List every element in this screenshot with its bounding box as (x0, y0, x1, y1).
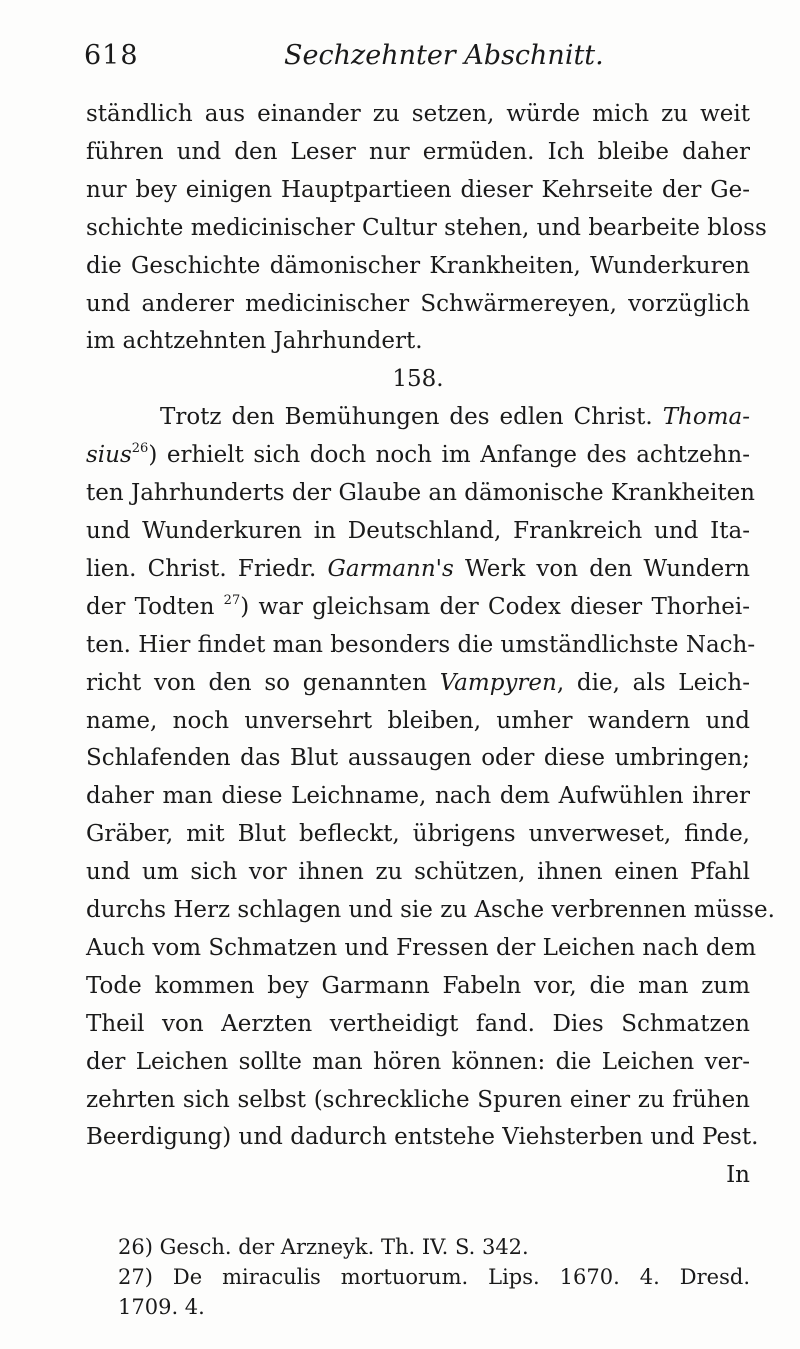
text-line: Auch vom Schmatzen und Fressen der Leichen nach dem (86, 934, 757, 961)
text-segment: , die, als Leich- (556, 669, 751, 696)
text-line: durchs Herz schlagen und sie zu Asche verbrennen müsse. (86, 897, 775, 924)
text-line: ten Jahrhunderts der Glaube an dämonische Krankheiten (86, 480, 755, 507)
text-line: ten. Hier findet man besonders die umständlichste Nach- (86, 631, 756, 658)
text-line: und Wunderkuren in Deutschland, Frankreich und Ita- (86, 517, 750, 544)
text-line: führen und den Leser nur ermüden. Ich bleibe daher (86, 138, 750, 165)
text-line: Theil von Aerzten vertheidigt fand. Dies Schmatzen (86, 1010, 750, 1037)
text-segment: Trotz den Bemühungen des edlen Christ. (160, 404, 663, 431)
text-line: ständlich aus einander zu setzen, würde mich zu weit (86, 101, 750, 127)
text-line: zehrten sich selbst (schreckliche Spuren einer zu frühen (86, 1086, 750, 1113)
text-line: daher man diese Leichname, nach dem Aufwühlen ihrer (86, 783, 750, 810)
text-line: im achtzehnten Jahrhundert. (86, 328, 423, 355)
text-line: nur bey einigen Hauptpartieen dieser Kehrseite der Ge- (86, 176, 750, 203)
footnote: 26) Gesch. der Arzneyk. Th. IV. S. 342. (118, 1235, 529, 1259)
text-segment: ) war gleichsam der Codex dieser Thorhei- (240, 593, 750, 620)
text-segment: der Todten (86, 593, 224, 620)
text-line (86, 665, 750, 703)
footnote-ref: 27 (223, 592, 241, 608)
text-line: der Leichen sollte man hören können: die Leichen ver- (86, 1048, 750, 1075)
text-segment: ) erhielt sich doch noch im Anfange des achtzehn- (148, 442, 750, 469)
text-line: name, noch unversehrt bleiben, umher wandern und (86, 707, 750, 734)
text-line: schichte medicinischer Cultur stehen, und bearbeite bloss (86, 214, 767, 241)
text-line (86, 437, 750, 475)
footnote-ref: 26 (131, 441, 149, 457)
author-name-italic: Garmann's (327, 555, 454, 582)
footnotes (118, 1232, 750, 1322)
text-line: Beerdigung) und dadurch entstehe Viehsterben und Pest. (86, 1124, 759, 1151)
page-number: 618 (84, 40, 139, 71)
text-segment: lien. Christ. Friedr. (86, 555, 328, 582)
text-line: Gräber, mit Blut befleckt, übrigens unverweset, finde, (86, 821, 750, 848)
page-header (84, 40, 744, 80)
section-number: 158. (392, 366, 444, 393)
text-line: die Geschichte dämonischer Krankheiten, Wunderkuren (86, 252, 750, 279)
text-line: und um sich vor ihnen zu schützen, ihnen einen Pfahl (86, 859, 750, 886)
text-segment: Werk von den Wundern (453, 555, 750, 582)
term-italic: Vampyren (439, 669, 557, 696)
text-line: Tode kommen bey Garmann Fabeln vor, die man zum (86, 972, 750, 999)
text-segment: richt von den so genannten (86, 669, 440, 696)
catchword: In (726, 1162, 750, 1189)
running-head: Sechzehnter Abschnitt. (284, 40, 604, 71)
text-line (86, 551, 750, 589)
footnote: 27) De miraculis mortuorum. Lips. 1670. 4. Dresd. (118, 1265, 750, 1289)
footnote-continuation: 1709. 4. (118, 1295, 205, 1319)
text-line: Schlafenden das Blut aussaugen oder diese umbringen; (86, 745, 750, 772)
text-line (86, 399, 750, 437)
body-text (86, 96, 775, 1195)
author-name-italic: sius (86, 442, 132, 469)
text-line: und anderer medicinischer Schwärmereyen, vorzüglich (86, 290, 750, 317)
author-name-italic: Thoma- (662, 404, 750, 431)
text-line (86, 589, 750, 627)
